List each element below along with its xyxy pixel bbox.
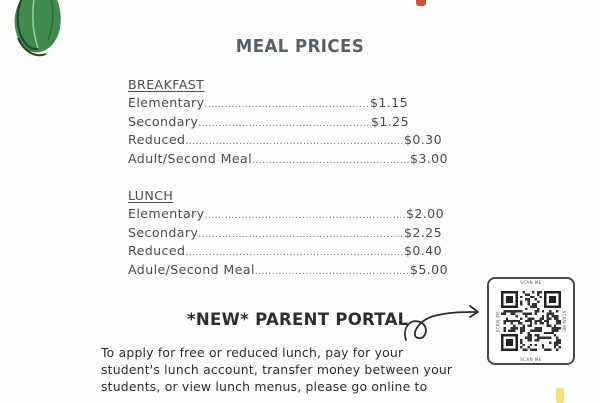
qr-caption-top: SCAN ME <box>520 280 542 285</box>
portal-text-line: To apply for free or reduced lunch, pay for your <box>101 345 404 360</box>
leader-dots <box>205 207 406 226</box>
decorative-red-mark <box>416 0 426 6</box>
price-row <box>128 205 444 224</box>
portal-description <box>101 344 501 395</box>
leader-dots <box>252 152 410 171</box>
page-cutoff <box>0 398 600 403</box>
price-row <box>128 94 408 113</box>
meal-price: $1.15 <box>369 95 408 110</box>
meal-label: Elementary <box>128 95 205 110</box>
meal-price: $2.00 <box>405 206 444 221</box>
meal-label: Adult/Second Meal <box>128 150 253 166</box>
qr-caption-left: SCAN ME <box>495 310 501 333</box>
leader-dots <box>198 226 404 245</box>
meal-label: Adule/Second Meal <box>128 261 255 277</box>
curved-arrow-icon <box>400 300 484 346</box>
price-row <box>128 224 442 243</box>
decorative-yellow-mark <box>556 388 564 403</box>
meal-price: $0.30 <box>403 132 442 148</box>
leader-dots <box>198 115 371 134</box>
portal-text-line: student's lunch account, transfer money between your <box>101 362 453 377</box>
breakfast-heading: BREAKFAST <box>128 77 205 92</box>
qr-code-icon <box>501 291 561 351</box>
price-row <box>128 131 442 150</box>
qr-caption-bottom: SCAN ME <box>520 357 542 362</box>
price-row <box>128 150 448 169</box>
lunch-section <box>128 187 458 279</box>
meal-price: $1.25 <box>370 113 409 129</box>
price-row <box>128 113 409 132</box>
portal-text-line: students, or view lunch menus, please go online to <box>101 379 428 394</box>
price-row <box>128 261 448 280</box>
leader-dots <box>255 263 410 282</box>
meal-label: Reduced <box>128 243 186 259</box>
meal-price: $3.00 <box>409 150 448 166</box>
breakfast-section <box>128 76 458 168</box>
meal-price: $0.40 <box>403 243 442 259</box>
page-title: MEAL PRICES <box>235 36 365 57</box>
qr-code-box[interactable] <box>487 277 575 365</box>
price-row <box>128 242 442 261</box>
meal-label: Secondary <box>128 113 199 129</box>
meal-label: Secondary <box>128 224 199 240</box>
meal-label: Elementary <box>128 206 205 221</box>
lunch-heading: LUNCH <box>128 188 174 203</box>
meal-price: $2.25 <box>403 224 442 240</box>
qr-caption-right: SCAN ME <box>561 310 567 333</box>
meal-label: Reduced <box>128 132 186 148</box>
meal-price: $5.00 <box>409 261 448 277</box>
portal-heading: *NEW* PARENT PORTAL <box>187 310 409 329</box>
leader-dots <box>205 96 370 115</box>
